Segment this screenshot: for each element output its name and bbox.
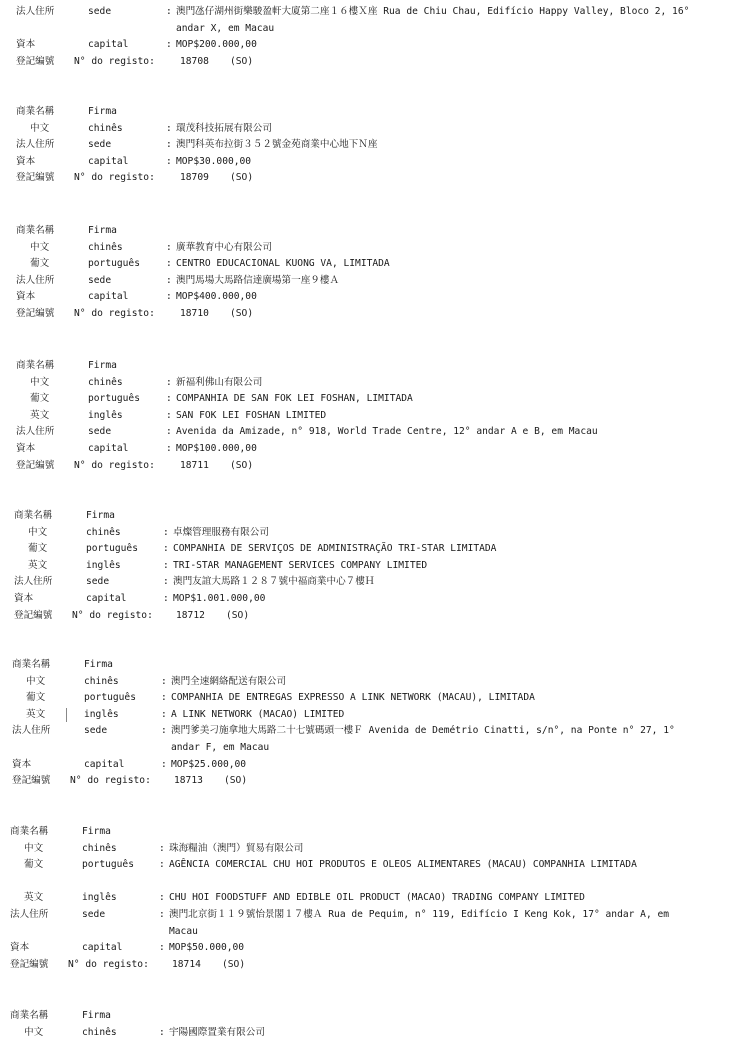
capital-label-zh: 資本: [12, 758, 32, 770]
chines-label-zh: 中文: [28, 526, 48, 538]
capital-value: MOP$200.000,00: [176, 39, 257, 51]
colon: :: [166, 291, 172, 303]
colon: :: [161, 725, 167, 737]
registry-entry-next: [0, 1008, 739, 1041]
chines-value: 新福利佛山有限公司: [176, 376, 263, 388]
chines-value: 廣華教育中心有限公司: [176, 241, 272, 253]
chines-value: 珠海糧油（澳門）貿易有限公司: [169, 842, 304, 854]
capital-label-zh: 資本: [16, 39, 36, 51]
sede-value: 澳門馬場大馬路信達廣場第一座９樓Ａ: [176, 274, 340, 286]
registry-entry-18710: [0, 223, 739, 323]
registo-label-zh: 登記編號: [10, 958, 49, 970]
ingles-label-pt: inglês: [84, 708, 119, 720]
colon: :: [163, 592, 169, 604]
portugues-label-zh: 葡文: [26, 692, 46, 704]
colon: :: [159, 1026, 165, 1038]
portugues-label-pt: português: [88, 258, 140, 270]
capital-label-zh: 資本: [16, 442, 36, 454]
ingles-value: CHU HOI FOODSTUFF AND EDIBLE OIL PRODUCT (MACAO) TRADING COMPANY LIMITED: [169, 892, 585, 904]
chines-value: 環茂科技拓展有限公司: [176, 122, 272, 134]
portugues-label-zh: 葡文: [30, 393, 50, 405]
ingles-label-zh: 英文: [30, 409, 50, 421]
sede-label-pt: sede: [82, 908, 106, 920]
colon: :: [159, 859, 165, 871]
sede-label-pt: sede: [86, 576, 110, 588]
sede-label-pt: sede: [84, 725, 108, 737]
colon: :: [166, 409, 172, 421]
ingles-label-zh: 英文: [28, 559, 48, 571]
capital-value: MOP$50.000,00: [169, 942, 245, 954]
colon: :: [161, 758, 167, 770]
colon: :: [166, 426, 172, 438]
ingles-label-pt: inglês: [86, 559, 121, 571]
registo-label-pt: N° do registo:: [72, 609, 153, 621]
chines-label-pt: chinês: [86, 526, 121, 538]
chines-label-zh: 中文: [24, 1026, 44, 1038]
capital-label-pt: capital: [82, 942, 123, 954]
registo-label-zh: 登記編號: [16, 172, 55, 184]
ingles-value: SAN FOK LEI FOSHAN LIMITED: [176, 409, 327, 421]
colon: :: [166, 122, 172, 134]
firma-label-zh: 商業名稱: [10, 1010, 49, 1021]
capital-label-pt: capital: [84, 758, 125, 770]
colon: :: [161, 692, 167, 704]
registo-number: 18709: [180, 172, 209, 184]
registo-label-zh: 登記編號: [14, 609, 53, 621]
colon: :: [166, 6, 172, 17]
colon: :: [161, 675, 167, 687]
firma-label-pt: Firma: [82, 1010, 111, 1021]
firma-label-zh: 商業名稱: [16, 106, 55, 117]
chines-label-zh: 中文: [26, 675, 46, 687]
registry-entry-18712: [0, 508, 739, 624]
ingles-label-zh: 英文: [24, 892, 44, 904]
colon: :: [166, 393, 172, 405]
sede-label-zh: 法人住所: [16, 426, 55, 438]
registo-suffix: (SO): [230, 459, 254, 471]
registo-number: 18710: [180, 307, 209, 319]
chines-label-pt: chinês: [88, 241, 123, 253]
firma-label-zh: 商業名稱: [16, 225, 55, 236]
firma-label-pt: Firma: [88, 106, 117, 117]
colon: :: [166, 376, 172, 388]
chines-label-pt: chinês: [84, 675, 119, 687]
portugues-label-pt: português: [82, 859, 134, 871]
portugues-label-zh: 葡文: [24, 859, 44, 871]
registo-label-pt: N° do registo:: [68, 958, 149, 970]
sede-label-zh: 法人住所: [14, 576, 53, 588]
chines-label-pt: chinês: [82, 842, 117, 854]
firma-label-zh: 商業名稱: [12, 659, 51, 670]
capital-value: MOP$1.001.000,00: [173, 592, 266, 604]
chines-label-zh: 中文: [30, 376, 50, 388]
capital-value: MOP$100.000,00: [176, 442, 257, 454]
registo-suffix: (SO): [230, 55, 254, 67]
registo-suffix: (SO): [226, 609, 250, 621]
firma-label-pt: Firma: [82, 826, 111, 837]
firma-label-zh: 商業名稱: [10, 826, 49, 837]
colon: :: [163, 559, 169, 571]
registo-number: 18711: [180, 459, 209, 471]
chines-label-zh: 中文: [30, 241, 50, 253]
registo-label-zh: 登記編號: [16, 55, 55, 67]
registo-number: 18708: [180, 55, 209, 67]
portugues-value: AGÊNCIA COMERCIAL CHU HOI PRODUTOS E OLEOS ALIMENTARES (MACAU) COMPANHIA LIMITADA: [169, 859, 637, 871]
registo-suffix: (SO): [230, 307, 254, 319]
portugues-label-pt: português: [88, 393, 140, 405]
sede-value: 澳門科英布拉街３５２號金苑商業中心地下Ｎ座: [176, 139, 378, 151]
registo-label-pt: N° do registo:: [74, 307, 155, 319]
colon: :: [163, 543, 169, 555]
registo-label-zh: 登記編號: [12, 775, 51, 787]
chines-value: 卓燦管理服務有限公司: [173, 526, 269, 538]
portugues-label-pt: português: [84, 692, 136, 704]
colon: :: [166, 258, 172, 270]
registo-number: 18712: [176, 609, 205, 621]
colon: :: [159, 908, 165, 920]
registo-suffix: (SO): [224, 775, 248, 787]
colon: :: [161, 708, 167, 720]
sede-label-zh: 法人住所: [16, 6, 55, 17]
firma-label-pt: Firma: [88, 225, 117, 236]
registry-entry-18711: [0, 358, 739, 474]
registry-entry-18708: [0, 4, 739, 70]
colon: :: [159, 892, 165, 904]
registo-label-pt: N° do registo:: [74, 55, 155, 67]
chines-label-pt: chinês: [82, 1026, 117, 1038]
capital-label-zh: 資本: [10, 942, 30, 954]
colon: :: [166, 442, 172, 454]
colon: :: [159, 942, 165, 954]
registo-label-zh: 登記編號: [16, 307, 55, 319]
portugues-value: CENTRO EDUCACIONAL KUONG VA, LIMITADA: [176, 258, 390, 270]
colon: :: [166, 274, 172, 286]
capital-value: MOP$25.000,00: [171, 758, 247, 770]
sede-label-pt: sede: [88, 274, 112, 286]
sede-label-zh: 法人住所: [16, 139, 55, 151]
registry-entry-18714: [0, 824, 739, 973]
chines-value: 澳門全速網絡配送有限公司: [171, 675, 287, 687]
firma-label-pt: Firma: [88, 360, 117, 371]
chines-value: 宇陽國際置業有限公司: [169, 1026, 265, 1038]
capital-label-pt: capital: [88, 39, 129, 51]
sede-value: 澳門北京街１１９號怡景閣１７樓Ａ Rua de Pequim, n° 119, Edifício I Keng Kok, 17° andar A, em Macau: [169, 908, 670, 937]
sede-label-zh: 法人住所: [12, 725, 51, 737]
registo-number: 18713: [174, 775, 203, 787]
capital-label-zh: 資本: [14, 592, 34, 604]
sede-value: Avenida da Amizade, n° 918, World Trade Centre, 12° andar A e B, em Macau: [176, 426, 598, 438]
chines-label-pt: chinês: [88, 122, 123, 134]
registry-entry-18713: [0, 657, 739, 790]
capital-label-pt: capital: [86, 592, 127, 604]
chines-label-zh: 中文: [24, 842, 44, 854]
capital-label-pt: capital: [88, 442, 129, 454]
capital-value: MOP$400.000,00: [176, 291, 257, 303]
portugues-value: COMPANHIA DE SAN FOK LEI FOSHAN, LIMITADA: [176, 393, 413, 405]
chines-label-zh: 中文: [30, 122, 50, 134]
ingles-label-zh: 英文: [26, 708, 46, 720]
scan-mark: [66, 708, 67, 722]
registo-label-pt: N° do registo:: [74, 172, 155, 184]
capital-value: MOP$30.000,00: [176, 155, 252, 167]
registo-suffix: (SO): [230, 172, 254, 184]
colon: :: [166, 139, 172, 151]
ingles-value: A LINK NETWORK (MACAO) LIMITED: [171, 708, 345, 720]
colon: :: [166, 39, 172, 51]
registo-suffix: (SO): [222, 958, 246, 970]
capital-label-pt: capital: [88, 291, 129, 303]
sede-value: 澳門友誼大馬路１２８７號中福商業中心７樓Ｈ: [173, 576, 375, 588]
portugues-value: COMPANHIA DE SERVIÇOS DE ADMINISTRAÇÃO TRI-STAR LIMITADA: [173, 543, 497, 555]
sede-label-zh: 法人住所: [10, 908, 49, 920]
ingles-value: TRI-STAR MANAGEMENT SERVICES COMPANY LIMITED: [173, 559, 428, 571]
sede-value: 澳門氹仔湖州街樂駿盈軒大廈第二座１６樓Ｘ座 Rua de Chiu Chau, Edifício Happy Valley, Bloco 2, 16° andar X, em Macau: [176, 6, 690, 34]
capital-label-pt: capital: [88, 155, 129, 167]
sede-label-pt: sede: [88, 6, 112, 17]
portugues-value: COMPANHIA DE ENTREGAS EXPRESSO A LINK NETWORK (MACAU), LIMITADA: [171, 692, 535, 704]
colon: :: [166, 241, 172, 253]
portugues-label-zh: 葡文: [28, 543, 48, 555]
colon: :: [163, 526, 169, 538]
ingles-label-pt: inglês: [82, 892, 117, 904]
firma-label-pt: Firma: [86, 510, 115, 521]
sede-label-pt: sede: [88, 139, 112, 151]
registo-label-pt: N° do registo:: [74, 459, 155, 471]
registo-number: 18714: [172, 958, 201, 970]
firma-label-zh: 商業名稱: [14, 510, 53, 521]
capital-label-zh: 資本: [16, 155, 36, 167]
sede-label-pt: sede: [88, 426, 112, 438]
colon: :: [166, 155, 172, 167]
registry-entry-18709: [0, 104, 739, 187]
firma-label-zh: 商業名稱: [16, 360, 55, 371]
chines-label-pt: chinês: [88, 376, 123, 388]
portugues-label-zh: 葡文: [30, 258, 50, 270]
sede-label-zh: 法人住所: [16, 274, 55, 286]
firma-label-pt: Firma: [84, 659, 113, 670]
sede-value: 澳門爹美刁施拿地大馬路二十七號碼頭一樓Ｆ Avenida de Demétrio Cinatti, s/n°, na Ponte n° 27, 1° andar F, em Macau: [171, 725, 675, 753]
colon: :: [159, 842, 165, 854]
colon: :: [163, 576, 169, 588]
portugues-label-pt: português: [86, 543, 138, 555]
ingles-label-pt: inglês: [88, 409, 123, 421]
capital-label-zh: 資本: [16, 291, 36, 303]
registo-label-pt: N° do registo:: [70, 775, 151, 787]
registo-label-zh: 登記編號: [16, 459, 55, 471]
